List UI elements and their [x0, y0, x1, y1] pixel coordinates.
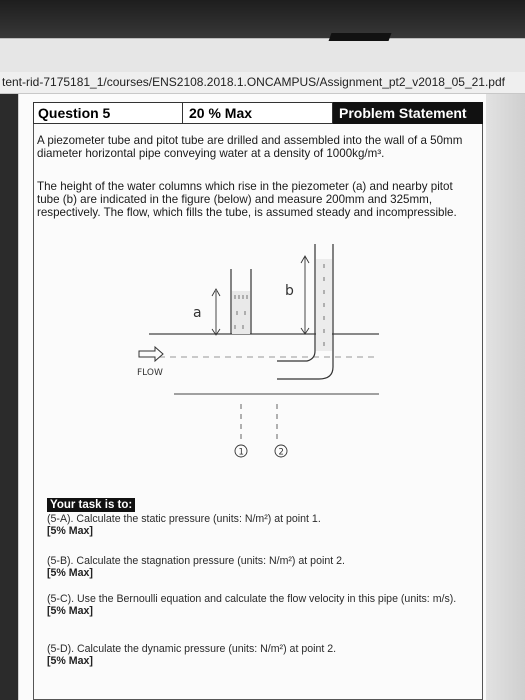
browser-tab-strip	[0, 38, 525, 72]
piezometer-pitot-figure	[119, 239, 379, 479]
task-item-5b	[47, 555, 467, 579]
task-heading: Your task is to:	[47, 498, 135, 512]
task-item-mark: [5% Max]	[47, 567, 93, 579]
question-header	[33, 102, 483, 124]
pitot-elbow-inner	[277, 351, 315, 361]
task-item-text: (5-B). Calculate the stagnation pressure (units: N/m²) at point 2.	[47, 555, 345, 567]
problem-paragraph-2: The height of the water columns which rise in the piezometer (a) and nearby pitot tube (b) are indicated in the figure (below) and measure 200mm and 325mm, respectively. The flow, which fills the tube, is assumed steady and incompressible.	[37, 180, 457, 219]
pdf-viewer-margin	[486, 94, 525, 700]
flow-label: FLOW	[137, 368, 163, 378]
section-title: Problem Statement	[333, 102, 483, 124]
task-item-mark: [5% Max]	[47, 605, 93, 617]
task-item-text: (5-A). Calculate the static pressure (units: N/m²) at point 1.	[47, 513, 321, 525]
point-1-label: 1	[238, 447, 244, 458]
task-item-mark: [5% Max]	[47, 525, 93, 537]
question-weight: 20 % Max	[183, 102, 333, 124]
pdf-page	[18, 94, 486, 700]
problem-paragraph-1: A piezometer tube and pitot tube are drilled and assembled into the wall of a 50mm diameter horizontal pipe conveying water at a density of 1000kg/m³.	[37, 134, 463, 160]
question-number: Question 5	[33, 102, 183, 124]
bezel-notch	[329, 33, 392, 41]
task-item-5c	[47, 593, 467, 617]
label-b: b	[285, 283, 294, 299]
task-item-5a	[47, 513, 467, 537]
address-bar[interactable]	[0, 72, 525, 94]
address-bar-url: tent-rid-7175181_1/courses/ENS2108.2018.1.ONCAMPUS/Assignment_pt2_v2018_05_21.pdf	[2, 75, 505, 89]
task-item-mark: [5% Max]	[47, 655, 93, 667]
point-2-label: 2	[278, 447, 284, 458]
task-item-5d	[47, 643, 467, 667]
label-a: a	[193, 305, 202, 321]
pitot-elbow-outer	[277, 367, 333, 379]
task-item-text: (5-C). Use the Bernoulli equation and calculate the flow velocity in this pipe (units: m/s).	[47, 593, 457, 605]
task-item-text: (5-D). Calculate the dynamic pressure (units: N/m²) at point 2.	[47, 643, 337, 655]
flow-arrow-icon	[139, 347, 163, 361]
